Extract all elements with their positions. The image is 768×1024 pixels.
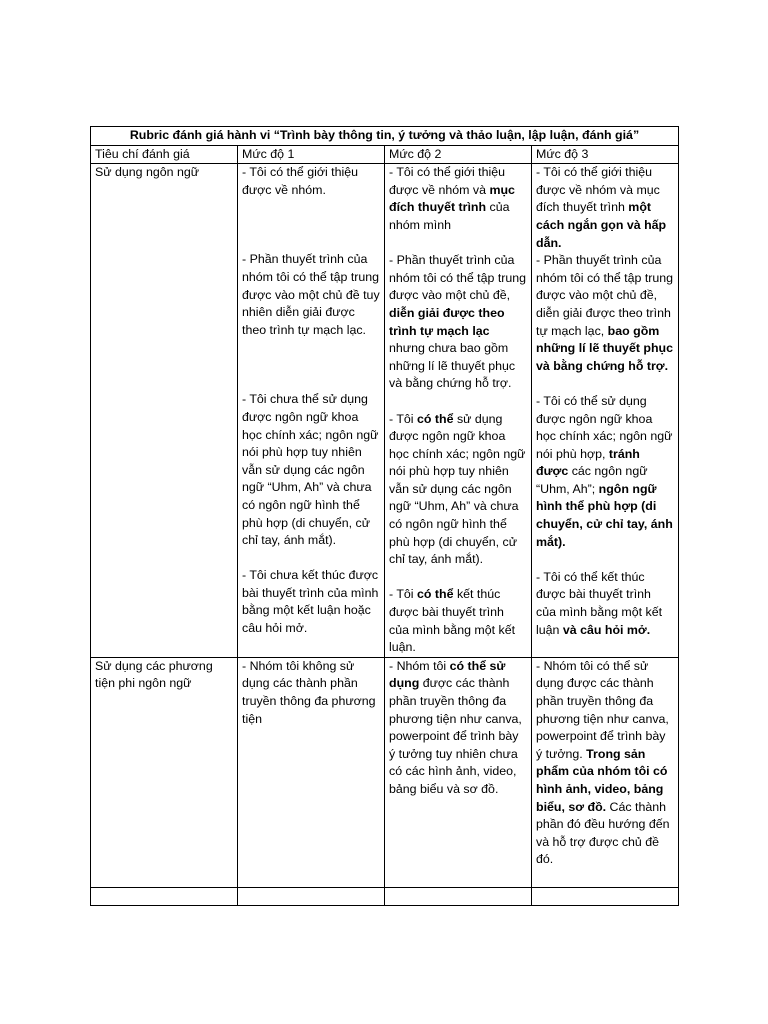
level-1-cell (238, 657, 385, 887)
level-1-item-focus: - Phần thuyết trình của nhóm tôi có thể tập trung được vào một chủ đề tuy nhiên diễn giải được theo trình tự mạch lạc. (242, 252, 380, 337)
criterion-cell: Sử dụng ngôn ngữ (91, 164, 238, 658)
level-2-item-media: - Nhóm tôi có thể sử dụng được các thành phần truyền thông đa phương tiện như canva, powerpoint để trình bày ý tưởng tuy nhiên chưa có các hình ảnh, video, bảng biểu và sơ đồ. (389, 658, 522, 796)
empty-row (91, 887, 679, 905)
level-1-cell (238, 164, 385, 658)
level-2-cell (385, 164, 532, 658)
level-3-cell (532, 657, 679, 887)
level-3-item-language: - Tôi có thể sử dụng được ngôn ngữ khoa học chính xác; ngôn ngữ nói phù hợp, tránh được các ngôn ngữ “Uhm, Ah”; ngôn ngữ hình thể phù hợp (di chuyển, cử chỉ tay, ánh mắt). (536, 393, 673, 549)
header-criterion: Tiêu chí đánh giá (91, 145, 238, 164)
level-2-item-language: - Tôi có thể sử dụng được ngôn ngữ khoa học chính xác; ngôn ngữ nói phù hợp tuy nhiên vẫn sử dụng các ngôn ngữ “Uhm, Ah” và chưa có ngôn ngữ hình thể phù hợp (di chuyển, cử chỉ tay, ánh mắt). (389, 411, 526, 567)
header-level-2: Mức độ 2 (385, 145, 532, 164)
level-1-item-media: - Nhóm tôi không sử dụng các thành phần truyền thông đa phương tiện (242, 658, 376, 726)
title-row (91, 127, 679, 146)
level-1-item-intro: - Tôi có thể giới thiệu được về nhóm. (242, 165, 359, 197)
header-level-1: Mức độ 1 (238, 145, 385, 164)
empty-cell (385, 887, 532, 905)
level-2-item-intro: - Tôi có thể giới thiệu được về nhóm và mục đích thuyết trình của nhóm mình (389, 165, 515, 232)
level-2-cell (385, 657, 532, 887)
level-3-item-focus: - Phần thuyết trình của nhóm tôi có thể tập trung được vào một chủ đề, diễn giải được theo trình tự mạch lạc, bao gồm những lí lẽ thuyết phục và bằng chứng hỗ trợ. (536, 253, 674, 373)
table-row (91, 657, 679, 887)
empty-cell (238, 887, 385, 905)
level-1-item-conclusion: - Tôi chưa kết thúc được bài thuyết trình của mình bằng một kết luận hoặc câu hỏi mở. (242, 568, 379, 636)
empty-cell (91, 887, 238, 905)
table-title: Rubric đánh giá hành vi “Trình bày thông tin, ý tưởng và thảo luận, lập luận, đánh giá” (91, 127, 679, 146)
level-3-item-intro: - Tôi có thể giới thiệu được về nhóm và mục đích thuyết trình một cách ngắn gọn và hấp dẫn. (536, 165, 667, 250)
header-row (91, 145, 679, 164)
level-2-item-focus: - Phần thuyết trình của nhóm tôi có thể tập trung được vào một chủ đề, diễn giải được theo trình tự mạch lạc nhưng chưa bao gồm những lí lẽ thuyết phục và bằng chứng hỗ trợ. (389, 253, 527, 391)
header-level-3: Mức độ 3 (532, 145, 679, 164)
empty-cell (532, 887, 679, 905)
criterion-cell: Sử dụng các phương tiện phi ngôn ngữ (91, 657, 238, 887)
level-2-item-conclusion: - Tôi có thể kết thúc được bài thuyết trình của mình bằng một kết luận. (389, 587, 516, 655)
level-1-item-language: - Tôi chưa thể sử dụng được ngôn ngữ khoa học chính xác; ngôn ngữ nói phù hợp tuy nhiên vẫn sử dụng các ngôn ngữ “Uhm, Ah” và chưa có ngôn ngữ hình thể phù hợp (di chuyển, cử chỉ tay, ánh mắt). (242, 392, 379, 548)
level-3-item-conclusion: - Tôi có thể kết thúc được bài thuyết trình của mình bằng một kết luận và câu hỏi mở. (536, 569, 663, 637)
table-row (91, 164, 679, 658)
level-3-cell (532, 164, 679, 658)
level-3-item-media: - Nhóm tôi có thể sử dụng được các thành phần truyền thông đa phương tiện như canva, powerpoint để trình bày ý tưởng. Trong sản phẩm của nhóm tôi có hình ảnh, video, bảng biểu, sơ đồ. Các thành phần đó đều hướng đến và hỗ trợ được chủ đề đó. (536, 658, 670, 867)
rubric-table (90, 126, 679, 906)
